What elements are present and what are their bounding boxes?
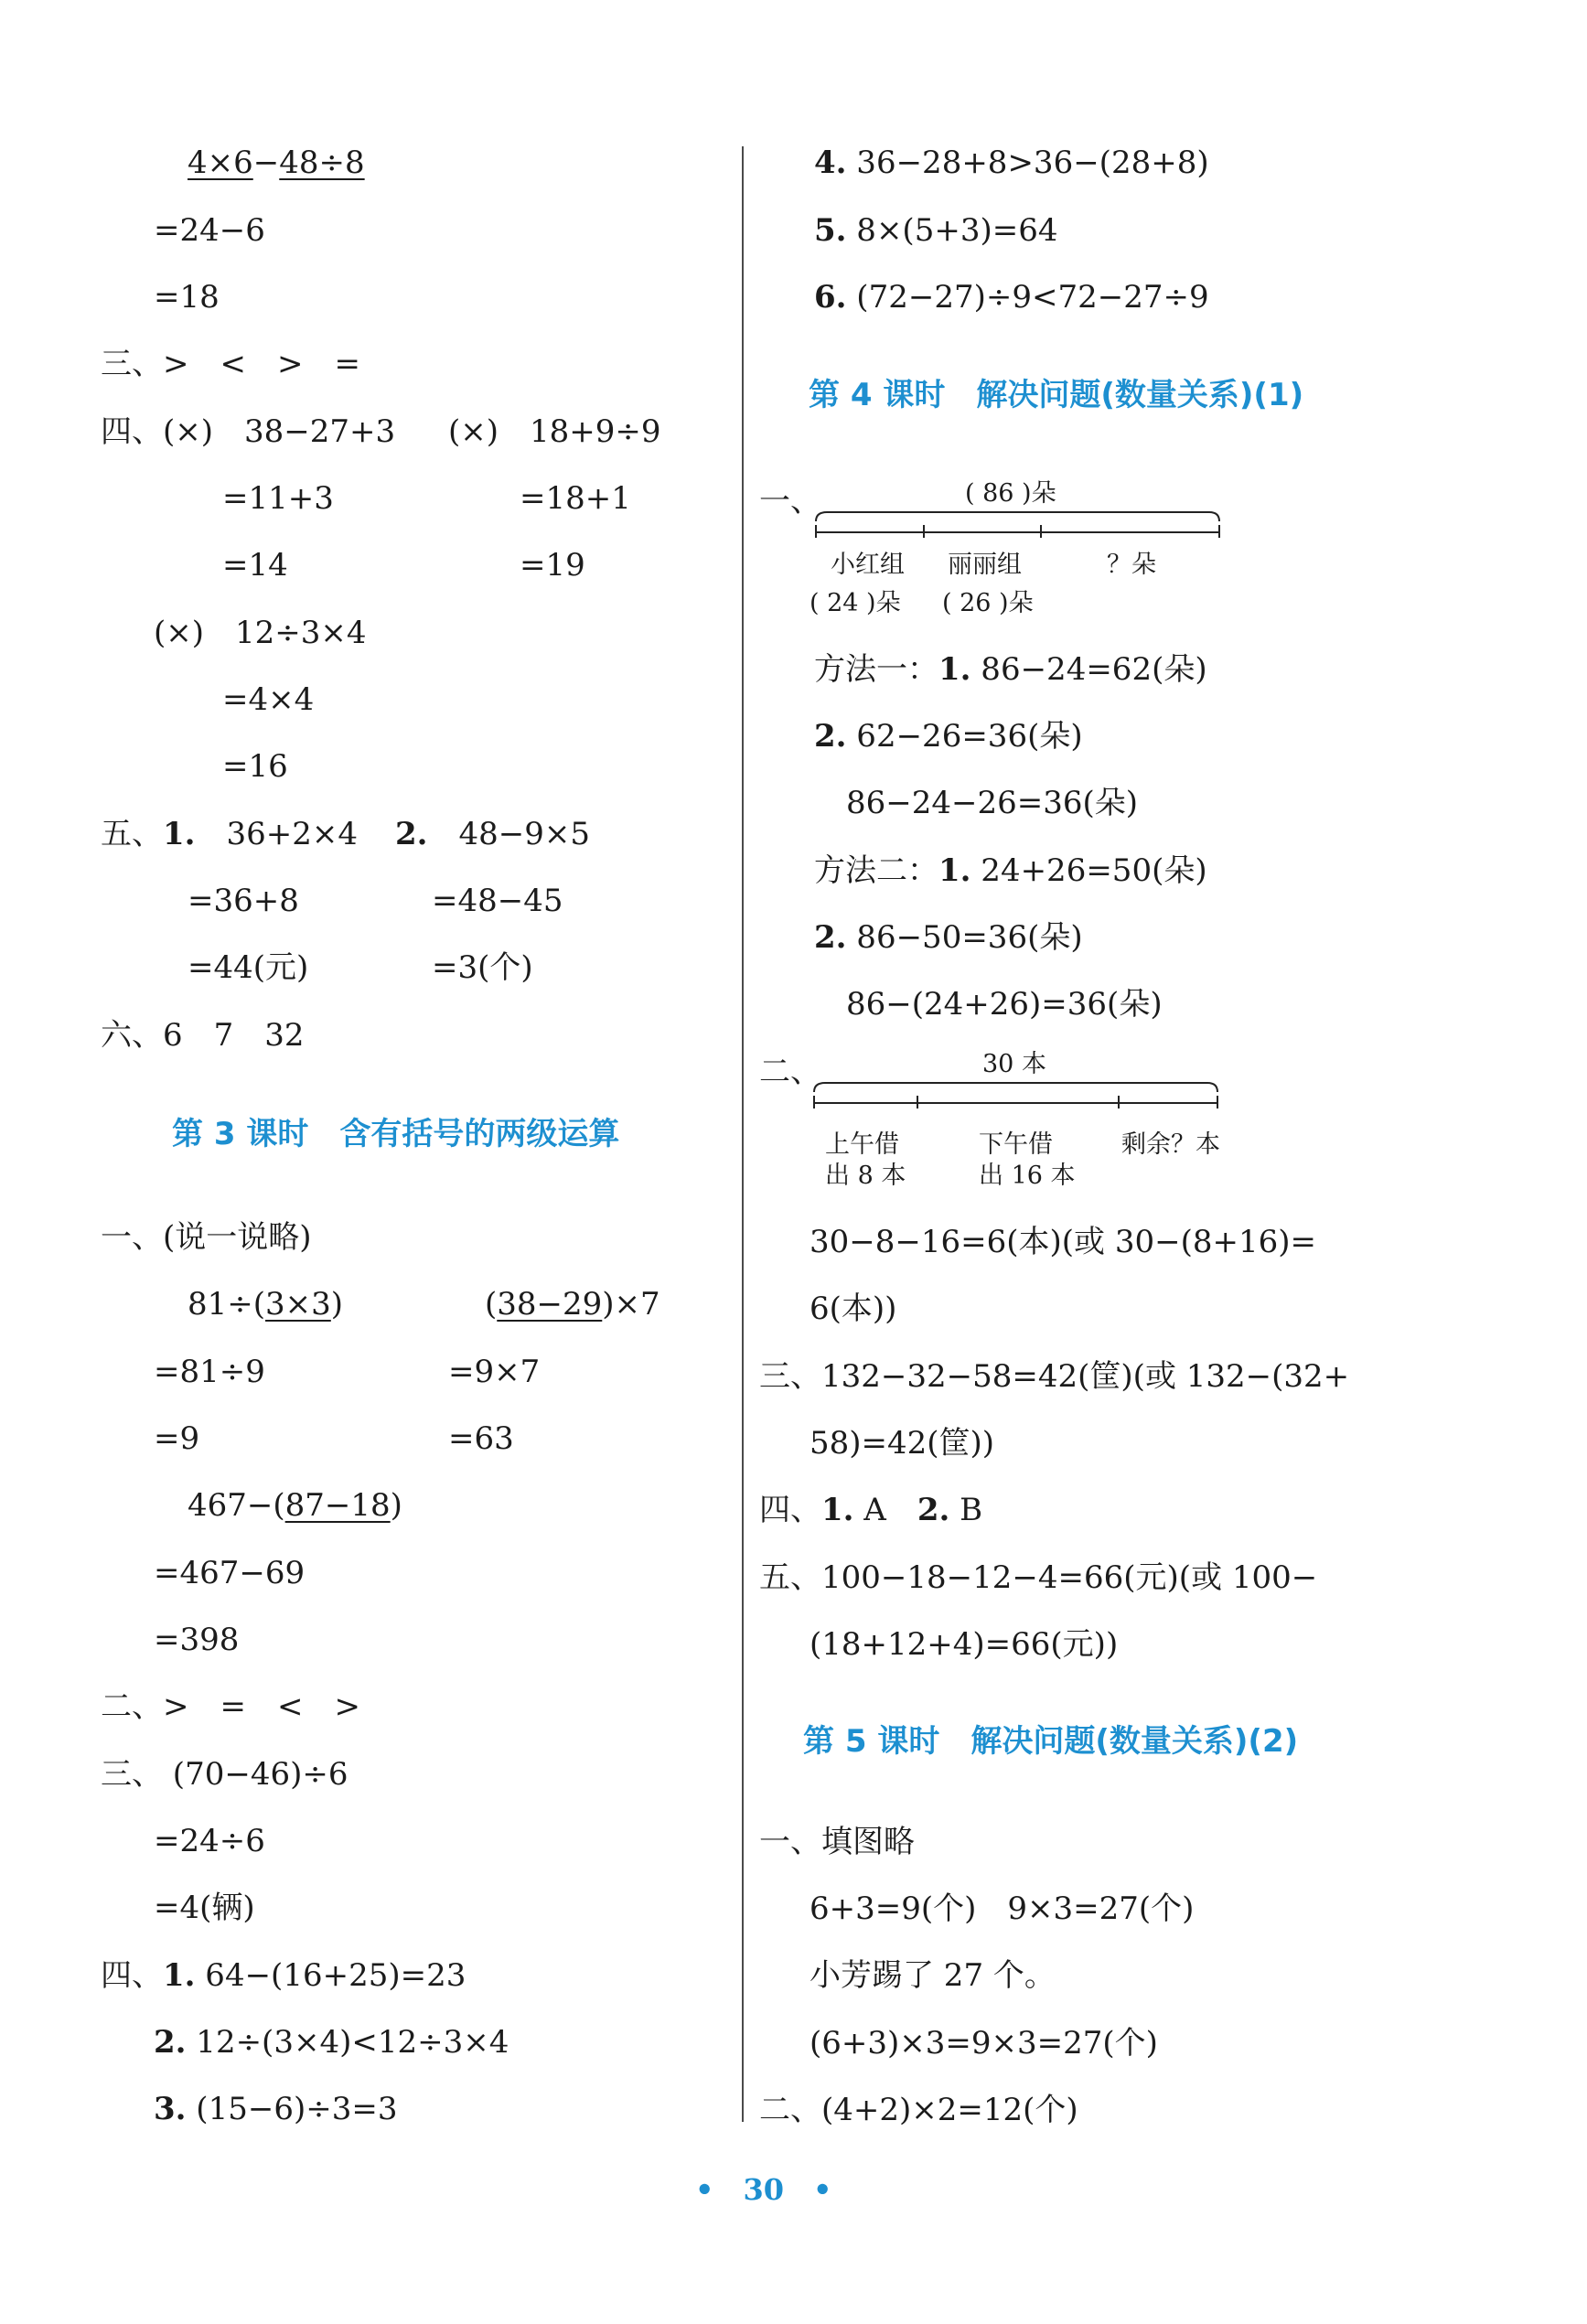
answer-line: 3. (15−6)÷3=3 <box>154 2091 398 2127</box>
answer-line: 二、> = < > <box>101 1688 360 1725</box>
segment-label: 出 16 本 <box>979 1162 1076 1190</box>
segment-label: ？朵 <box>1107 551 1156 579</box>
expr-line: (38−29)×7 <box>485 1286 660 1323</box>
answer-line: (6+3)×3=9×3=27(个) <box>810 2025 1158 2062</box>
expr-line: =398 <box>154 1622 240 1658</box>
expr-line: 4×6−48÷8 <box>188 145 365 181</box>
answer-line: 六、6 7 32 <box>101 1017 305 1054</box>
expr-line: =24−6 <box>154 212 265 249</box>
answer-line: 四、1. 64−(16+25)=23 <box>101 1957 466 1994</box>
answer-line: (18+12+4)=66(元)) <box>810 1626 1119 1663</box>
answer-line: 86−(24+26)=36(朵) <box>846 986 1163 1023</box>
expr-line: =48−45 <box>432 883 563 919</box>
answer-line: 小芳踢了 27 个。 <box>810 1957 1056 1994</box>
expr-line: 467−(87−18) <box>188 1487 402 1524</box>
answer-line: 四、1. A 2. B <box>759 1492 983 1528</box>
diagram-prefix: 一、 <box>759 483 821 519</box>
diagram-prefix: 二、 <box>759 1054 821 1090</box>
diagram-total-label: 30 本 <box>982 1050 1046 1078</box>
expr-line: =18+1 <box>520 480 631 517</box>
answer-line: 五、1. 36+2×4 <box>101 816 359 852</box>
lesson-heading: 第 4 课时 解决问题(数量关系)(1) <box>809 377 1304 413</box>
expr-line: =4(辆) <box>154 1890 255 1926</box>
segment-bar-diagram <box>812 1079 1219 1116</box>
segment-value: ( 26 )朵 <box>942 589 1034 617</box>
expr-line: =11+3 <box>222 480 334 517</box>
expr-line: =467−69 <box>154 1555 306 1591</box>
expr-line: =81÷9 <box>154 1354 265 1390</box>
answer-line: 30−8−16=6(本)(或 30−(8+16)= <box>810 1224 1317 1260</box>
answer-line: 三、132−32−58=42(筐)(或 132−(32+ <box>759 1358 1350 1395</box>
answer-line: 86−24−26=36(朵) <box>846 785 1139 821</box>
answer-line: 三、> < > = <box>101 346 360 382</box>
expr-line: =19 <box>520 547 585 584</box>
answer-line: (×) 18+9÷9 <box>448 413 661 450</box>
answer-line: 6+3=9(个) 9×3=27(个) <box>810 1890 1195 1927</box>
answer-line: 2. 62−26=36(朵) <box>814 718 1083 755</box>
answer-line: 一、(说一说略) <box>101 1219 312 1256</box>
expr-line: =44(元) <box>188 949 309 986</box>
segment-label: 下午借 <box>979 1130 1053 1159</box>
answer-line: 6. (72−27)÷9<72−27÷9 <box>814 279 1209 316</box>
answer-line: 方法一：1. 86−24=62(朵) <box>814 651 1207 688</box>
answer-line: 三、 (70−46)÷6 <box>101 1756 348 1793</box>
answer-line: (×) 12÷3×4 <box>154 615 367 651</box>
answer-line: 58)=42(筐)) <box>810 1425 995 1462</box>
answer-line: 方法二：1. 24+26=50(朵) <box>814 852 1207 889</box>
page-number: • 30 • <box>695 2172 832 2207</box>
segment-bar-diagram <box>814 509 1221 545</box>
answer-line: 2. 86−50=36(朵) <box>814 919 1083 956</box>
answer-line: 2. 48−9×5 <box>395 816 591 852</box>
expr-line: =36+8 <box>188 883 299 919</box>
segment-label: 上午借 <box>825 1130 899 1159</box>
diagram-total-label: ( 86 )朵 <box>965 479 1056 508</box>
expr-line: =63 <box>448 1420 514 1457</box>
answer-line: 4. 36−28+8>36−(28+8) <box>814 145 1209 181</box>
column-divider <box>742 146 744 2122</box>
expr-line: =14 <box>222 547 288 584</box>
expr-line: =4×4 <box>222 681 315 718</box>
answer-line: 一、填图略 <box>759 1824 915 1860</box>
expr-line: =18 <box>154 279 220 316</box>
underlined-term: 48÷8 <box>279 145 365 181</box>
answer-line: 五、100−18−12−4=66(元)(或 100− <box>759 1559 1318 1596</box>
answer-line: 2. 12÷(3×4)<12÷3×4 <box>154 2024 509 2061</box>
underlined-term: 3×3 <box>265 1286 331 1323</box>
answer-line: 6(本)) <box>810 1291 897 1327</box>
expr-line: =3(个) <box>432 949 533 986</box>
segment-label: 出 8 本 <box>825 1162 906 1190</box>
expr-line: =9×7 <box>448 1354 541 1390</box>
expr-line: =16 <box>222 748 288 785</box>
segment-value: ( 24 )朵 <box>810 589 901 617</box>
segment-label: 小红组 <box>831 551 905 579</box>
lesson-heading: 第 3 课时 含有括号的两级运算 <box>172 1116 620 1152</box>
underlined-term: 87−18 <box>284 1487 391 1524</box>
answer-line: 二、(4+2)×2=12(个) <box>759 2092 1078 2128</box>
underlined-term: 38−29 <box>497 1286 603 1323</box>
underlined-term: 4×6 <box>188 145 253 181</box>
answer-line: 四、(×) 38−27+3 <box>101 413 396 450</box>
lesson-heading: 第 5 课时 解决问题(数量关系)(2) <box>803 1723 1299 1760</box>
expr-line: 81÷(3×3) <box>188 1286 344 1323</box>
answer-line: 5. 8×(5+3)=64 <box>814 212 1058 249</box>
expr-line: =9 <box>154 1420 200 1457</box>
segment-label: 丽丽组 <box>948 551 1022 579</box>
segment-label: 剩余？本 <box>1121 1130 1220 1159</box>
expr-line: =24÷6 <box>154 1823 265 1859</box>
